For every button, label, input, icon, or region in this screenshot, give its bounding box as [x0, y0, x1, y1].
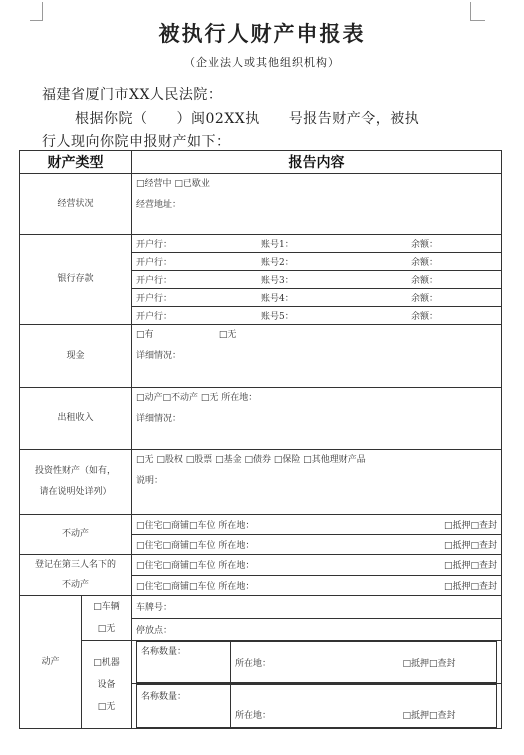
cash-no-checkbox[interactable]: □无	[218, 330, 237, 340]
vehicle-checkbox[interactable]: □车辆	[93, 602, 120, 612]
bank-balance-field[interactable]: 余额：	[411, 312, 439, 322]
bank-open-field[interactable]: 开户行：	[136, 240, 173, 250]
machine-location-field[interactable]: 所在地：	[231, 642, 399, 683]
intro-court-address: 福建省厦门市XX人民法院：	[42, 87, 223, 103]
bank-account-field[interactable]: 账号5：	[261, 312, 294, 322]
third-party-label-line2: 不动产	[61, 580, 89, 590]
bank-balance-field[interactable]: 余额：	[411, 240, 439, 250]
document-subtitle: （企业法人或其他组织机构）	[184, 56, 340, 69]
vehicle-parking-field[interactable]: 停放点：	[132, 618, 502, 641]
bank-row-1	[20, 235, 502, 253]
intro-order-line: 根据你院（ ）闽02XX执 号报告财产令，被执	[75, 111, 420, 127]
table-header-row	[20, 151, 502, 174]
rental-income-label: 出租收入	[20, 388, 132, 450]
property-declaration-table	[19, 150, 502, 729]
realestate-row-1	[20, 515, 502, 535]
bank-balance-field[interactable]: 余额：	[411, 258, 439, 268]
bank-account-field[interactable]: 账号4：	[261, 294, 294, 304]
machine-label-equipment: 设备	[97, 679, 116, 690]
machine-name-field[interactable]: 名称数量：	[137, 685, 231, 728]
rental-income-row	[20, 388, 502, 450]
third-party-status-checkbox[interactable]: □抵押□查封	[443, 581, 497, 592]
machine-checkbox[interactable]: □机器	[93, 657, 120, 668]
third-party-type-location[interactable]: □住宅□商铺□车位 所在地：	[136, 581, 255, 592]
business-status-row	[20, 174, 502, 235]
business-address-field[interactable]: 经营地址：	[136, 200, 182, 210]
investment-note-field[interactable]: 说明：	[136, 476, 164, 486]
realestate-status-checkbox[interactable]: □抵押□查封	[443, 541, 497, 551]
movable-vehicle-row-1	[20, 596, 502, 619]
bank-balance-field[interactable]: 余额：	[411, 294, 439, 304]
realestate-type-location[interactable]: □住宅□商铺□车位 所在地：	[136, 541, 255, 551]
third-party-status-checkbox[interactable]: □抵押□查封	[443, 561, 497, 572]
cash-yes-checkbox[interactable]: □有	[136, 330, 154, 340]
vehicle-plate-field[interactable]: 车牌号：	[132, 596, 502, 619]
rental-options[interactable]: □动产□不动产 □无 所在地：	[136, 393, 258, 403]
machine-status-checkbox[interactable]: □抵押□查封	[399, 685, 497, 728]
realestate-type-location[interactable]: □住宅□商铺□车位 所在地：	[136, 521, 255, 531]
investment-label-line1: 投资性财产（如有，	[34, 466, 116, 476]
bank-account-field[interactable]: 账号1：	[261, 240, 294, 250]
third-party-label-line1: 登记在第三人名下的	[34, 560, 116, 570]
bank-balance-field[interactable]: 余额：	[411, 276, 439, 286]
cash-detail-field[interactable]: 详细情况：	[136, 351, 182, 361]
machine-location-field[interactable]: 所在地：	[231, 685, 399, 728]
third-party-type-location[interactable]: □住宅□商铺□车位 所在地：	[136, 561, 255, 572]
bank-open-field[interactable]: 开户行：	[136, 312, 173, 322]
realestate-status-checkbox[interactable]: □抵押□查封	[443, 521, 497, 531]
machine-name-field[interactable]: 名称数量：	[137, 642, 231, 683]
realestate-label: 不动产	[20, 515, 132, 555]
bank-deposit-label: 银行存款	[20, 235, 132, 325]
investment-label-line2: 请在说明处详列）	[39, 487, 112, 497]
third-party-row-1	[20, 555, 502, 576]
bank-open-field[interactable]: 开户行：	[136, 258, 173, 268]
business-status-label: 经营状况	[20, 174, 132, 235]
bank-account-field[interactable]: 账号3：	[261, 276, 294, 286]
bank-account-field[interactable]: 账号2：	[261, 258, 294, 268]
business-status-options[interactable]: □经营中 □已歇业	[136, 179, 210, 189]
machine-none-checkbox[interactable]: □无	[97, 701, 116, 712]
intro-declaration-line: 行人现向你院申报财产如下：	[42, 134, 231, 150]
header-report-content: 报告内容	[132, 151, 502, 174]
vehicle-none-checkbox[interactable]: □无	[97, 624, 116, 634]
cash-label: 现金	[20, 325, 132, 388]
bank-open-field[interactable]: 开户行：	[136, 276, 173, 286]
header-property-type: 财产类型	[20, 151, 132, 174]
investment-options[interactable]: □无 □股权 □股票 □基金 □债券 □保险 □其他理财产品	[136, 455, 366, 465]
rental-detail-field[interactable]: 详细情况：	[136, 414, 182, 424]
movable-machine-row-1	[20, 641, 502, 684]
cash-row	[20, 325, 502, 388]
investment-row	[20, 450, 502, 515]
bank-open-field[interactable]: 开户行：	[136, 294, 173, 304]
document-title: 被执行人财产申报表	[158, 21, 366, 46]
movable-label: 动产	[20, 596, 82, 729]
machine-status-checkbox[interactable]: □抵押□查封	[399, 642, 497, 683]
